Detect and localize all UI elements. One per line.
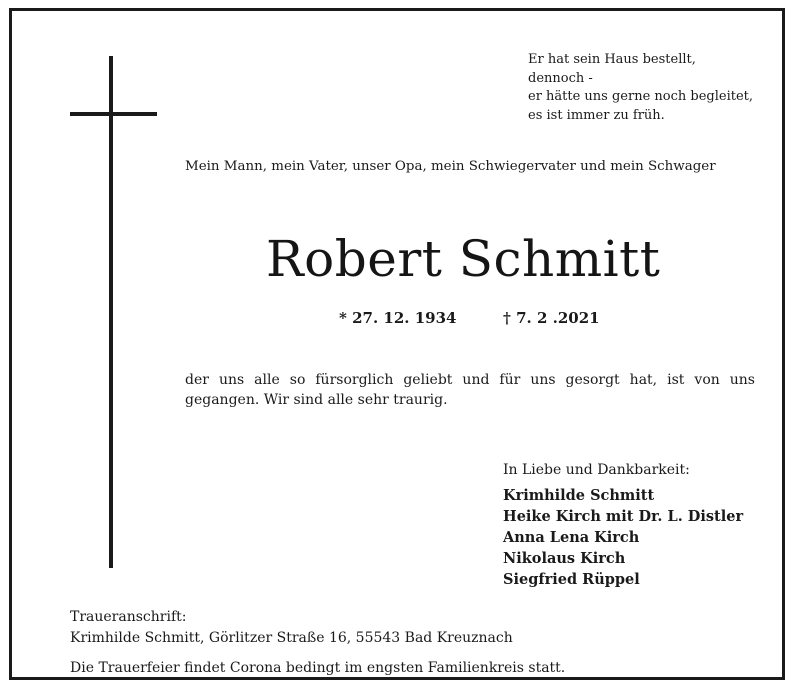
cross-icon (109, 56, 113, 568)
motto-verse (528, 51, 753, 125)
family-member: Krimhilde Schmitt (503, 487, 655, 504)
death-date: † 7. 2 .2021 (503, 309, 600, 327)
family-list (503, 485, 743, 590)
intro-text: Mein Mann, mein Vater, unser Opa, mein Schwiegervater und mein Schwager (185, 159, 716, 174)
motto-line: Er hat sein Haus bestellt, (528, 52, 696, 67)
family-member: Heike Kirch mit Dr. L. Distler (503, 508, 744, 525)
message-text: der uns alle so fürsorglich geliebt und für uns gesorgt hat, ist von uns gegangen. Wir sind alle sehr traurig. (185, 372, 755, 408)
motto-line: er hätte uns gerne noch begleitet, (528, 89, 754, 104)
deceased-name: Robert Schmitt (266, 230, 661, 288)
cross-icon-bar (70, 112, 157, 116)
motto-line: dennoch - (528, 70, 593, 86)
address-label: Traueranschrift: (70, 609, 187, 625)
family-member: Nikolaus Kirch (503, 550, 626, 567)
motto-line: es ist immer zu früh. (528, 107, 665, 123)
family-member: Anna Lena Kirch (503, 529, 640, 546)
ceremony-note: Die Trauerfeier findet Corona bedingt im engsten Familienkreis statt. (70, 660, 566, 676)
birth-date: * 27. 12. 1934 (339, 309, 457, 327)
family-member: Siegfried Rüppel (503, 571, 640, 588)
obituary-notice (9, 8, 785, 680)
signoff-text: In Liebe und Dankbarkeit: (503, 462, 690, 478)
mourning-address: Krimhilde Schmitt, Görlitzer Straße 16, 55543 Bad Kreuznach (70, 630, 513, 646)
